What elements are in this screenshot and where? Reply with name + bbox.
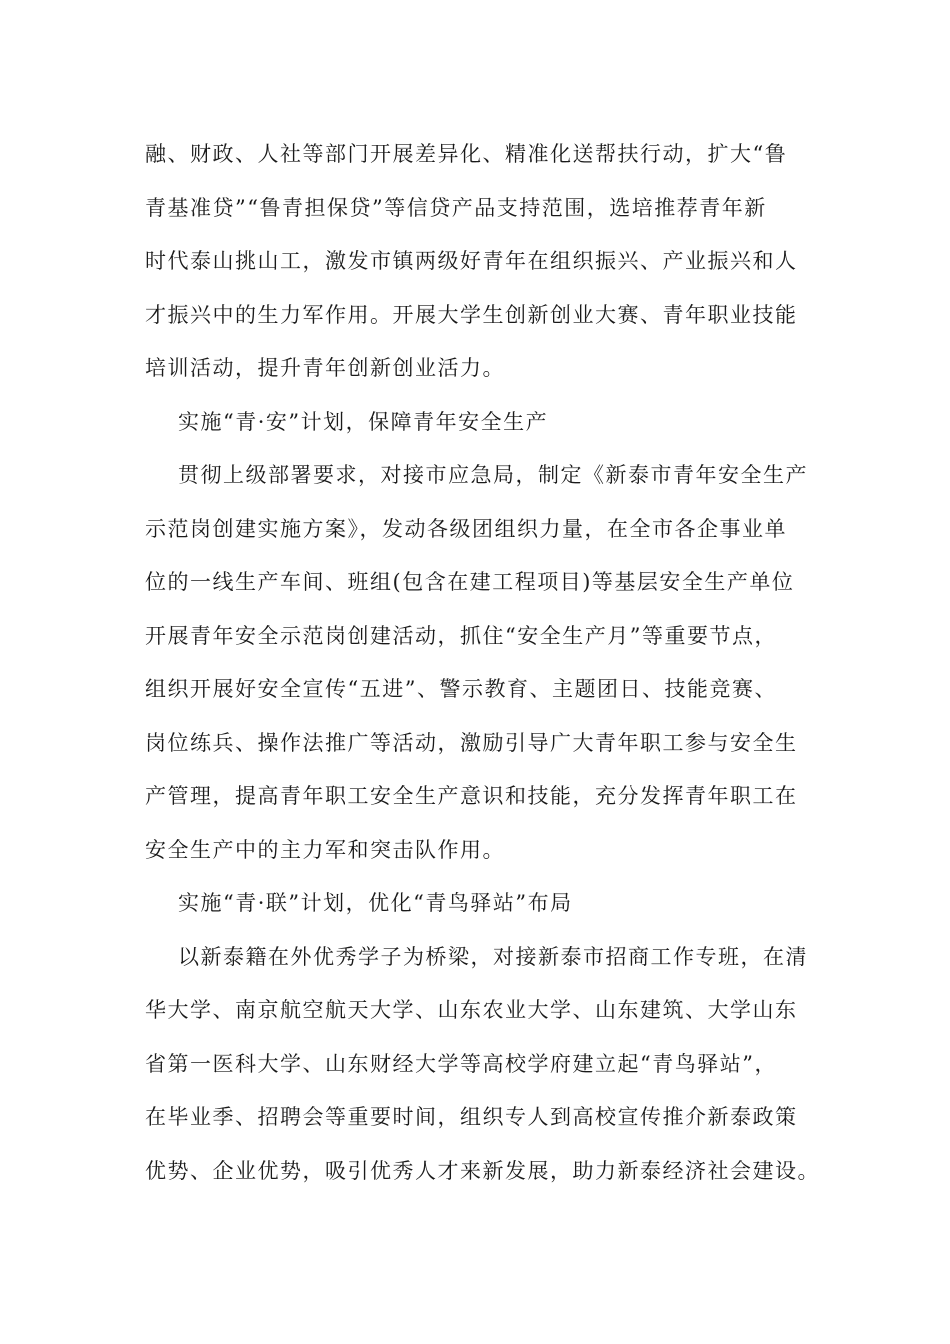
paragraph-first-line: 贯彻上级部署要求，对接市应急局，制定《新泰市青年安全生产	[178, 463, 808, 487]
text-line: 在毕业季、招聘会等重要时间，组织专人到高校宣传推介新泰政策	[145, 1105, 798, 1129]
text-line: 产管理，提高青年职工安全生产意识和技能，充分发挥青年职工在	[145, 784, 798, 808]
text-line: 安全生产中的主力军和突击队作用。	[145, 837, 505, 862]
text-line: 开展青年安全示范岗创建活动，抓住“安全生产月”等重要节点，	[145, 623, 777, 648]
text-line: 培训活动，提升青年创新创业活力。	[145, 356, 505, 380]
text-line: 华大学、南京航空航天大学、山东农业大学、山东建筑、大学山东	[145, 998, 798, 1022]
text-line: 示范岗创建实施方案》，发动各级团组织力量，在全市各企事业单	[145, 516, 787, 541]
text-line: 省第一医科大学、山东财经大学等高校学府建立起“青鸟驿站”，	[145, 1051, 777, 1076]
section-heading-qing-lian: 实施“青·联”计划，优化“青鸟驿站”布局	[178, 891, 573, 915]
text-line: 青基准贷”“鲁青担保贷”等信贷产品支持范围，选培推荐青年新	[145, 195, 767, 220]
text-line: 岗位练兵、操作法推广等活动，激励引导广大青年职工参与安全生	[145, 730, 798, 755]
text-line: 才振兴中的生力军作用。开展大学生创新创业大赛、青年职业技能	[145, 302, 798, 327]
body-text	[145, 128, 820, 1198]
text-line: 位的一线生产车间、班组(包含在建工程项目)等基层安全生产单位	[145, 570, 795, 594]
section-heading-qing-an: 实施“青·安”计划，保障青年安全生产	[178, 409, 549, 434]
text-line: 时代泰山挑山工，激发市镇两级好青年在组织振兴、产业振兴和人	[145, 249, 798, 273]
text-line: 融、财政、人社等部门开展差异化、精准化送帮扶行动，扩大“鲁	[145, 142, 788, 166]
text-line: 组织开展好安全宣传“五进”、警示教育、主题团日、技能竞赛、	[145, 677, 777, 701]
paragraph-first-line: 以新泰籍在外优秀学子为桥梁，对接新泰市招商工作专班，在清	[178, 944, 808, 969]
text-line: 优势、企业优势，吸引优秀人才来新发展，助力新泰经济社会建设。	[145, 1158, 820, 1183]
